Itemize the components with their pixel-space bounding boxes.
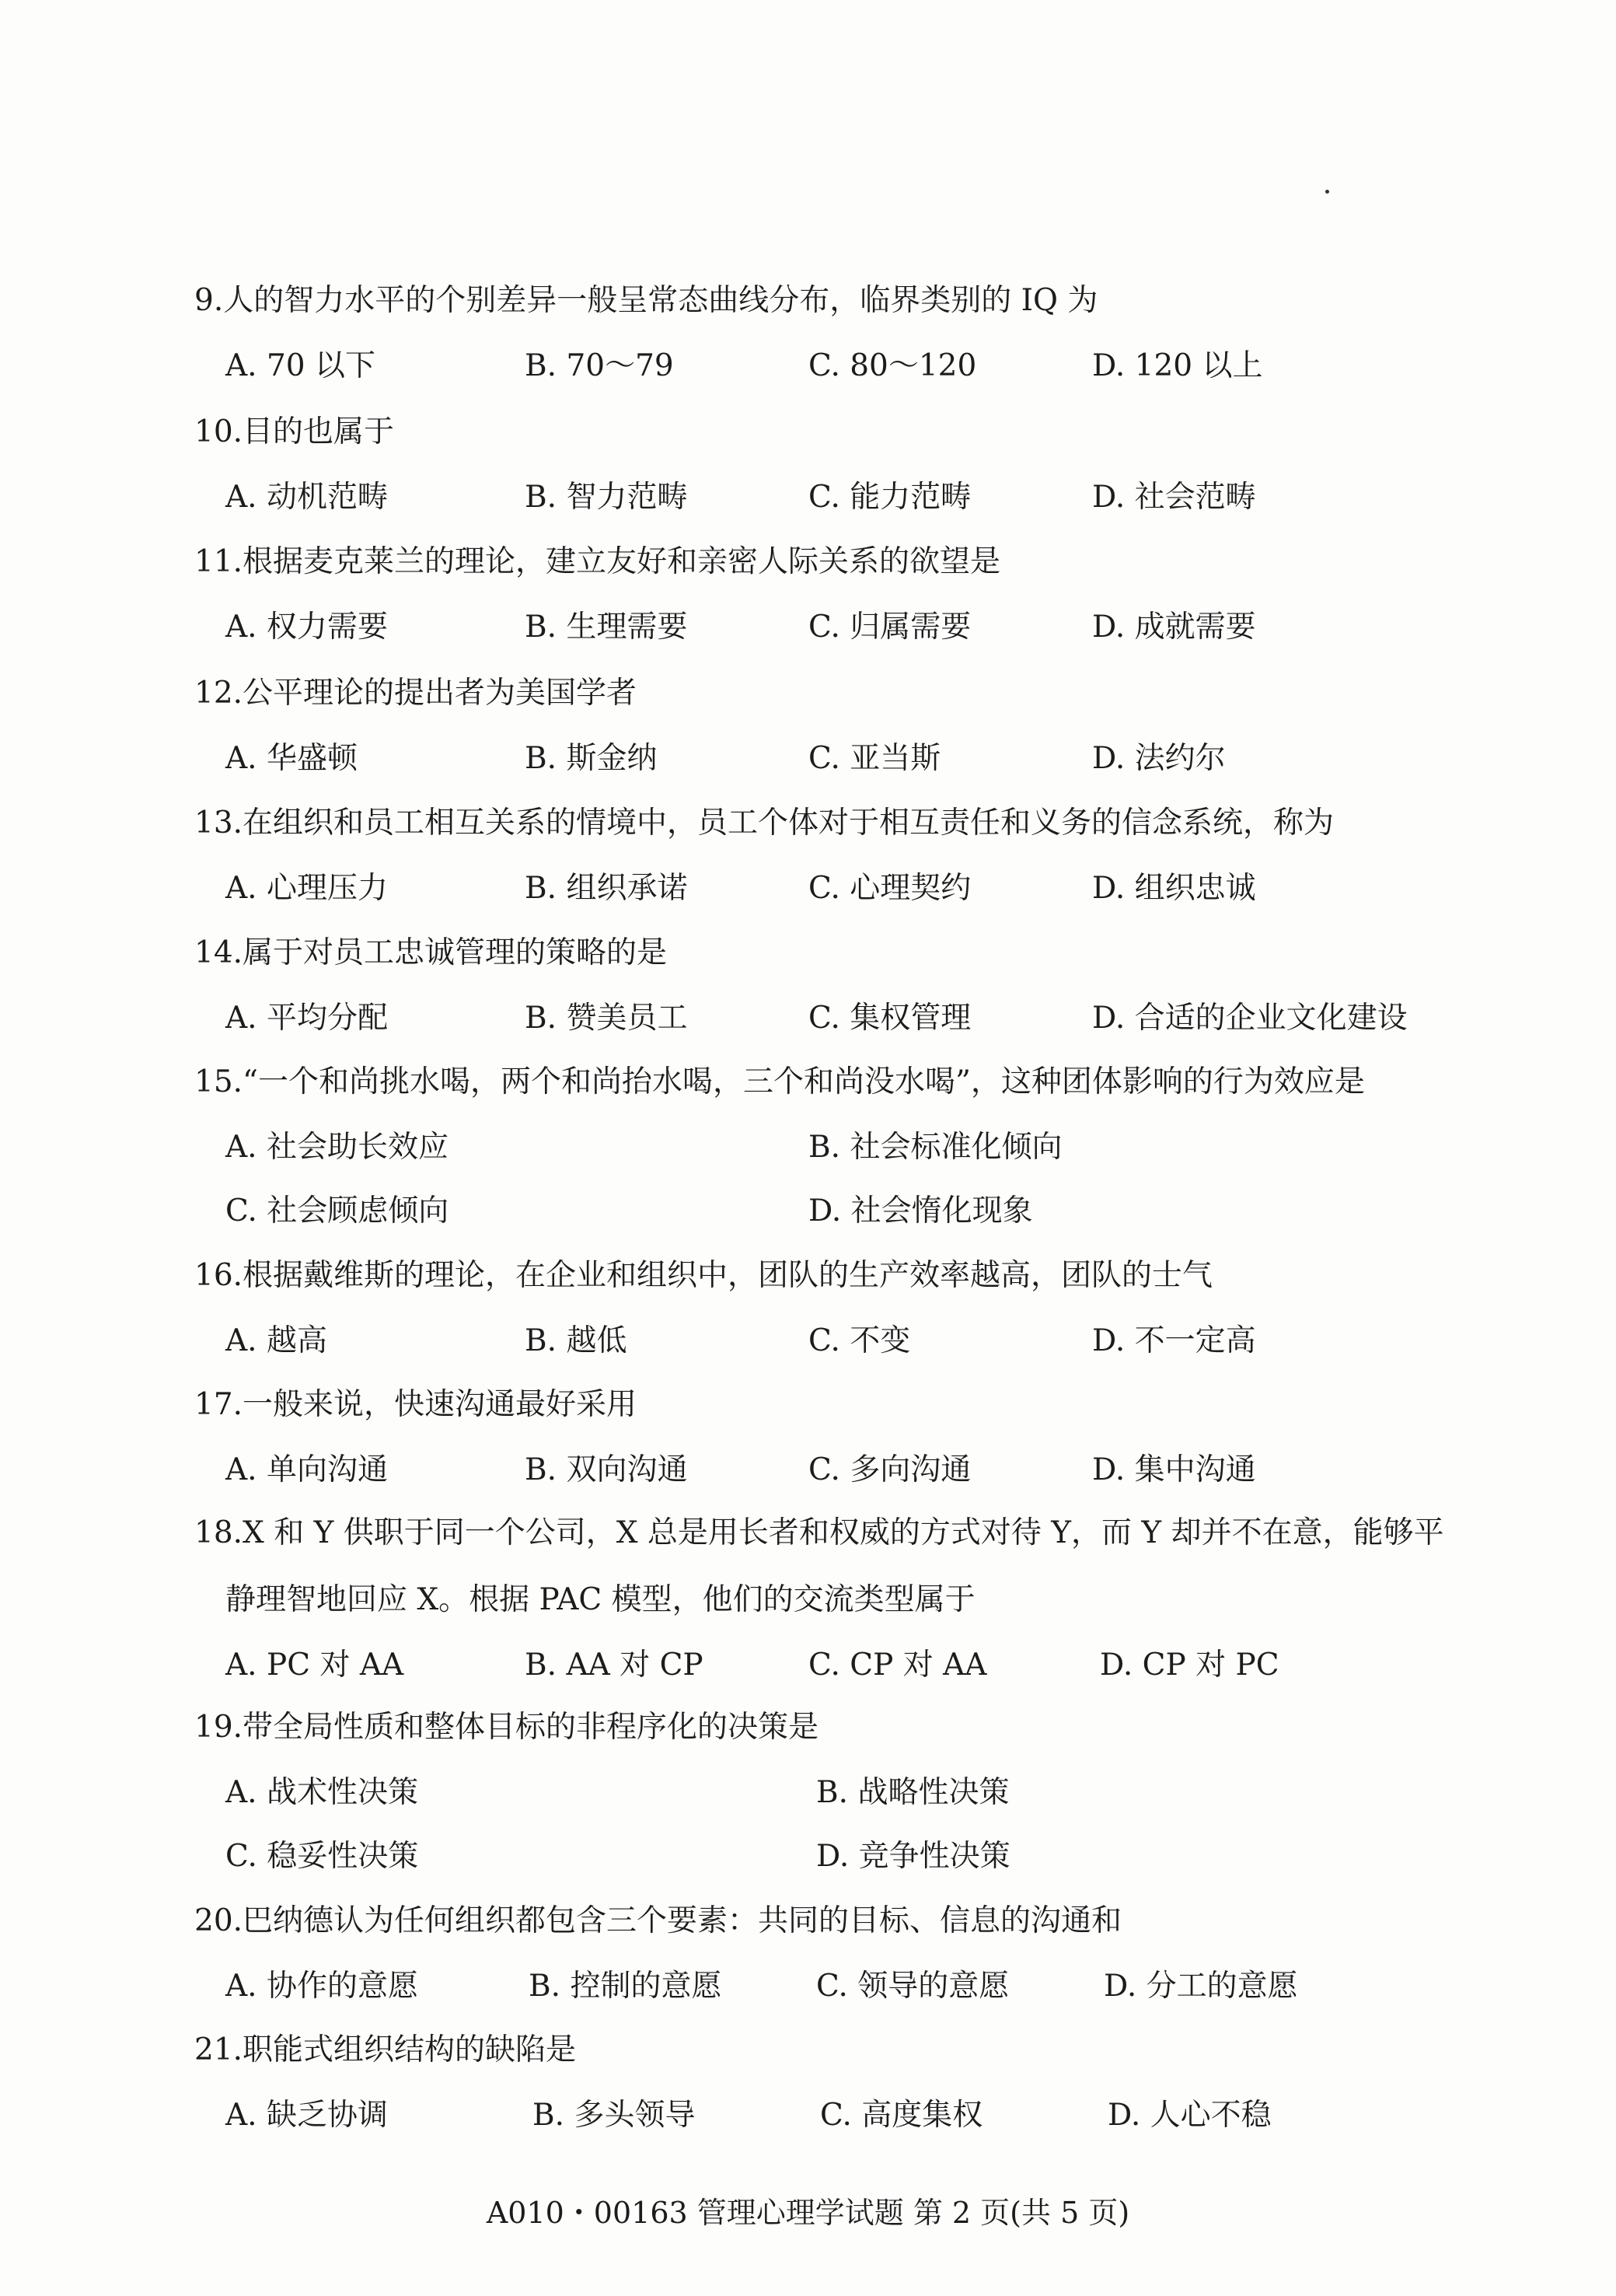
options-row [194,736,1469,800]
options-row [194,1964,1469,2028]
question-11 [194,540,1469,669]
option-d: D. 成就需要 [1092,610,1256,645]
option-d: D. 竞争性决策 [816,1839,1010,1874]
option-c: C. 多向沟通 [808,1452,972,1487]
options-row [194,344,1469,407]
question-stem [194,801,1469,846]
question-stem [194,540,1469,585]
question-text: 根据麦克莱兰的理论，建立友好和亲密人际关系的欲望是 [243,544,1001,579]
question-text: 带全局性质和整体目标的非程序化的决策是 [243,1710,819,1745]
options-row [194,1448,1469,1511]
option-a: A. 单向沟通 [225,1452,388,1487]
option-c: C. 领导的意愿 [816,1969,1010,2004]
option-a: A. 社会助长效应 [225,1130,449,1165]
question-number: 21. [194,2032,243,2067]
option-d: D. 分工的意愿 [1104,1969,1298,2004]
question-text: 在组织和员工相互关系的情境中，员工个体对于相互责任和义务的信念系统，称为 [243,806,1335,840]
option-a: A. 缺乏协调 [225,2098,388,2133]
options-row [194,1319,1469,1382]
question-18 [194,1511,1469,1707]
option-d: D. 人心不稳 [1108,2098,1272,2133]
question-number: 18. [194,1515,243,1550]
option-b: B. 智力范畴 [525,480,688,515]
option-c: C. 社会顾虑倾向 [225,1193,449,1228]
page-footer: A010・00163 管理心理学试题 第 2 页(共 5 页) [486,2196,1130,2230]
option-d: D. 合适的企业文化建设 [1092,1001,1408,1036]
option-d: D. 不一定高 [1092,1323,1256,1358]
option-b: B. 战略性决策 [816,1775,1010,1810]
options-row [194,996,1469,1060]
question-text: 根据戴维斯的理论，在企业和组织中，团队的生产效率越高，团队的士气 [243,1258,1213,1293]
option-a: A. PC 对 AA [225,1648,404,1683]
option-d: D. 法约尔 [1092,741,1226,776]
question-number: 14. [194,935,243,970]
option-b: B. 多头领导 [532,2098,696,2133]
question-stem [194,671,1469,716]
option-c: C. 集权管理 [808,1001,972,1036]
question-15 [194,1060,1469,1253]
question-stem [194,1705,1469,1750]
question-number: 17. [194,1387,243,1422]
question-16 [194,1253,1469,1382]
question-number: 13. [194,806,243,840]
option-c: C. 亚当斯 [808,741,941,776]
question-text: 公平理论的提出者为美国学者 [243,676,637,711]
option-b: B. 控制的意愿 [529,1969,722,2004]
question-10 [194,410,1469,539]
option-d: D. 社会惰化现象 [808,1193,1033,1228]
question-text: “一个和尚挑水喝，两个和尚抬水喝，三个和尚没水喝”，这种团体影响的行为效应是 [243,1064,1365,1099]
question-stem [194,410,1469,455]
question-stem [194,931,1469,976]
question-text: X 和 Y 供职于同一个公司，X 总是用长者和权威的方式对待 Y，而 Y 却并不在意，能够平 [243,1515,1444,1550]
question-stem [194,1253,1469,1298]
option-c: C. 心理契约 [808,871,972,906]
option-b: B. 斯金纳 [525,741,658,776]
options-grid [194,1125,1469,1253]
option-c: C. 高度集权 [820,2098,983,2133]
option-a: A. 心理压力 [225,871,388,906]
question-number: 9. [194,283,224,318]
question-number: 11. [194,544,243,579]
options-row [194,2093,1469,2157]
question-9 [194,278,1469,407]
option-d: D. CP 对 PC [1100,1648,1279,1683]
option-b: B. 70～79 [525,348,674,383]
option-a: A. 协作的意愿 [225,1969,418,2004]
question-number: 10. [194,414,243,449]
option-a: A. 战术性决策 [225,1775,418,1810]
question-stem [194,2028,1469,2073]
option-d: D. 120 以上 [1092,348,1263,383]
scan-speck [1325,190,1329,194]
question-stem [194,1382,1469,1428]
question-17 [194,1382,1469,1511]
option-b: B. 双向沟通 [525,1452,688,1487]
question-text-continued: 静理智地回应 X。根据 PAC 模型，他们的交流类型属于 [225,1582,976,1617]
question-19 [194,1705,1469,1898]
question-text: 目的也属于 [243,414,395,449]
option-a: A. 权力需要 [225,610,388,645]
option-a: A. 70 以下 [225,348,375,383]
question-20 [194,1899,1469,2028]
option-d: D. 社会范畴 [1092,480,1256,515]
question-text: 巴纳德认为任何组织都包含三个要素：共同的目标、信息的沟通和 [243,1903,1122,1938]
option-c: C. 80～120 [808,348,977,383]
question-stem [194,1899,1469,1944]
question-text: 属于对员工忠诚管理的策略的是 [243,935,668,970]
question-14 [194,931,1469,1060]
question-number: 12. [194,676,243,711]
question-number: 20. [194,1903,243,1938]
option-b: B. AA 对 CP [525,1648,703,1683]
question-text: 一般来说，快速沟通最好采用 [243,1387,637,1422]
option-c: C. 能力范畴 [808,480,972,515]
options-row [194,866,1469,930]
question-number: 19. [194,1710,243,1745]
question-stem [194,1060,1469,1105]
option-d: D. 集中沟通 [1092,1452,1256,1487]
option-c: C. 稳妥性决策 [225,1839,419,1874]
question-21 [194,2028,1469,2157]
option-a: A. 平均分配 [225,1001,388,1036]
option-d: D. 组织忠诚 [1092,871,1256,906]
options-grid [194,1770,1469,1898]
option-c: C. 归属需要 [808,610,972,645]
option-b: B. 组织承诺 [525,871,688,906]
question-stem [194,278,1469,323]
question-text: 人的智力水平的个别差异一般呈常态曲线分布，临界类别的 IQ 为 [223,283,1098,318]
option-c: C. CP 对 AA [808,1648,987,1683]
question-number: 15. [194,1064,243,1099]
option-b: B. 社会标准化倾向 [808,1130,1063,1165]
question-stem [194,1511,1469,1556]
option-b: B. 越低 [525,1323,627,1358]
option-c: C. 不变 [808,1323,911,1358]
question-text: 职能式组织结构的缺陷是 [243,2032,577,2067]
options-row [194,605,1469,669]
options-row [194,1643,1469,1707]
question-number: 16. [194,1258,243,1293]
option-b: B. 生理需要 [525,610,688,645]
option-a: A. 动机范畴 [225,480,388,515]
question-12 [194,671,1469,800]
option-a: A. 华盛顿 [225,741,358,776]
option-b: B. 赞美员工 [525,1001,688,1036]
options-row [194,475,1469,539]
question-13 [194,801,1469,930]
option-a: A. 越高 [225,1323,327,1358]
